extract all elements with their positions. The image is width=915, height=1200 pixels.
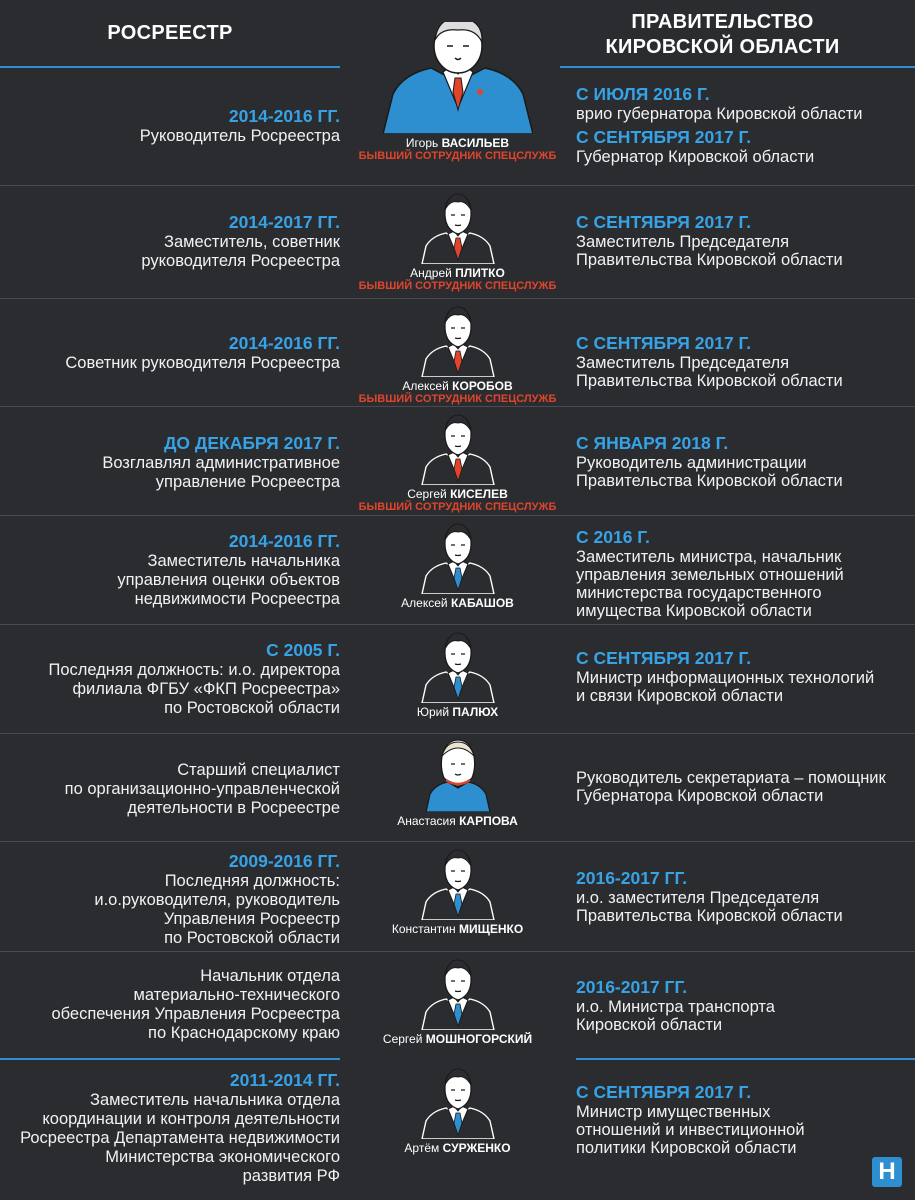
kirov-description: Руководитель секретариата – помощник	[576, 769, 886, 787]
kirov-government-position	[576, 977, 911, 1034]
kirov-description: Заместитель Председателя	[576, 233, 790, 251]
rosreestr-description: Заместитель начальника отдела	[90, 1091, 340, 1109]
right-title-line1: ПРАВИТЕЛЬСТВО	[631, 11, 814, 33]
kirov-date: С СЕНТЯБРЯ 2017 Г.	[576, 1082, 752, 1102]
kirov-date: С ИЮЛЯ 2016 Г.	[576, 84, 710, 104]
kirov-description: и.о. Министра транспорта	[576, 998, 775, 1016]
person-name	[350, 814, 565, 828]
person-last-name: МИЩЕНКО	[458, 922, 524, 936]
rosreestr-description: по организационно-управленческой	[64, 780, 340, 798]
portrait-icon	[418, 1065, 498, 1139]
rosreestr-position	[0, 967, 340, 1043]
table-row	[0, 841, 915, 951]
person-last-name: СУРЖЕНКО	[442, 1141, 511, 1155]
person-card	[350, 846, 565, 936]
rosreestr-position	[0, 640, 340, 718]
person-last-name: ПАЛЮХ	[452, 705, 499, 719]
kirov-description: Заместитель министра, начальник	[576, 548, 842, 566]
person-name	[350, 379, 565, 393]
rosreestr-date: 2014-2017 ГГ.	[228, 212, 340, 232]
kirov-description: управления земельных отношений	[576, 566, 844, 584]
rosreestr-position	[0, 531, 340, 609]
kirov-description: Правительства Кировской области	[576, 251, 843, 269]
kirov-government-position	[576, 84, 911, 166]
portrait-icon	[418, 411, 498, 485]
person-first-name: Сергей	[382, 1032, 423, 1046]
person-first-name: Константин	[391, 922, 456, 936]
person-card	[350, 22, 565, 162]
person-first-name: Юрий	[416, 705, 450, 719]
person-card	[350, 956, 565, 1046]
rosreestr-date: 2014-2016 ГГ.	[228, 106, 340, 126]
rosreestr-description: Министерства экономического	[105, 1148, 340, 1166]
rosreestr-description: Управления Росреестр	[163, 910, 340, 928]
rosreestr-description: материально-технического	[133, 986, 340, 1004]
kirov-description: и.о. заместителя Председателя	[576, 889, 820, 907]
rosreestr-position	[0, 333, 340, 373]
kirov-description: политики Кировской области	[576, 1139, 797, 1157]
kirov-date: С СЕНТЯБРЯ 2017 Г.	[576, 127, 752, 147]
kirov-date: 2016-2017 ГГ.	[576, 868, 688, 888]
rosreestr-description: Последняя должность:	[164, 872, 340, 890]
rosreestr-description: обеспечения Управления Росреестра	[51, 1005, 340, 1023]
person-name	[350, 705, 565, 719]
publisher-logo	[872, 1157, 902, 1187]
kirov-date: С СЕНТЯБРЯ 2017 Г.	[576, 212, 752, 232]
rosreestr-position	[0, 106, 340, 146]
kirov-government-position	[576, 868, 911, 925]
rosreestr-description: по Ростовской области	[164, 929, 340, 947]
kirov-date: 2016-2017 ГГ.	[576, 977, 688, 997]
portrait-icon	[418, 956, 498, 1030]
person-first-name: Сергей	[407, 487, 447, 501]
rosreestr-description: Росреестра Департамента недвижимости	[20, 1129, 340, 1147]
kirov-description: Руководитель администрации	[576, 454, 807, 472]
rosreestr-description: по Краснодарскому краю	[148, 1024, 340, 1042]
kirov-description: Кировской области	[576, 1016, 723, 1034]
rosreestr-description: Советник руководителя Росреестра	[65, 354, 340, 372]
rosreestr-description: управление Росреестра	[155, 473, 340, 491]
kirov-description: имущества Кировской области	[576, 602, 812, 620]
rosreestr-description: Заместитель начальника	[147, 552, 340, 570]
portrait-icon	[418, 520, 498, 594]
person-card	[350, 411, 565, 513]
left-header-underline	[0, 66, 340, 68]
rosreestr-description: Последняя должность: и.о. директора	[48, 661, 340, 679]
rosreestr-description: деятельности в Росреестре	[127, 799, 340, 817]
person-last-name: ПЛИТКО	[455, 266, 505, 280]
person-card	[350, 303, 565, 405]
table-row	[0, 406, 915, 515]
kirov-description: Правительства Кировской области	[576, 372, 843, 390]
person-card	[350, 629, 565, 719]
person-card	[350, 1065, 565, 1155]
table-row	[0, 185, 915, 298]
person-name	[350, 1141, 565, 1155]
person-last-name: ВАСИЛЬЕВ	[441, 136, 510, 150]
portrait-icon	[418, 190, 498, 264]
rosreestr-description: филиала ФГБУ «ФКП Росреестра»	[72, 680, 340, 698]
person-first-name: Андрей	[410, 266, 452, 280]
kirov-description: Заместитель Председателя	[576, 354, 790, 372]
person-first-name: Игорь	[405, 136, 439, 150]
kirov-government-position	[576, 333, 911, 390]
person-last-name: КОРОБОВ	[452, 379, 513, 393]
left-column-title: РОСРЕЕСТР	[107, 22, 233, 44]
person-first-name: Алексей	[401, 596, 448, 610]
rosreestr-date: ДО ДЕКАБРЯ 2017 Г.	[163, 433, 340, 453]
kirov-date: С СЕНТЯБРЯ 2017 Г.	[576, 333, 752, 353]
kirov-description: Губернатор Кировской области	[576, 148, 815, 166]
table-row	[0, 515, 915, 624]
kirov-description: Министр имущественных	[576, 1103, 771, 1121]
kirov-description: Губернатора Кировской области	[576, 787, 824, 805]
security-service-note: БЫВШИЙ СОТРУДНИК СПЕЦСЛУЖБ	[358, 150, 557, 162]
table-row	[0, 1060, 915, 1200]
table-row	[0, 951, 915, 1060]
rosreestr-description: управления оценки объектов	[117, 571, 340, 589]
portrait-icon	[383, 22, 533, 134]
person-last-name: КАРПОВА	[459, 814, 518, 828]
kirov-description: врио губернатора Кировской области	[576, 105, 863, 123]
table-row	[0, 70, 915, 185]
rosreestr-description: Старший специалист	[177, 761, 340, 779]
kirov-date: С ЯНВАРЯ 2018 Г.	[576, 433, 729, 453]
rosreestr-date: 2009-2016 ГГ.	[228, 851, 340, 871]
kirov-description: отношений и инвестиционной	[576, 1121, 805, 1139]
rosreestr-description: Возглавлял административное	[102, 454, 340, 472]
person-first-name: Анастасия	[397, 814, 456, 828]
rosreestr-description: Заместитель, советник	[163, 233, 340, 251]
person-name	[350, 266, 565, 280]
person-first-name: Алексей	[402, 379, 449, 393]
kirov-date: С СЕНТЯБРЯ 2017 Г.	[576, 648, 752, 668]
person-card	[350, 738, 565, 828]
person-name	[350, 136, 565, 150]
right-column-title	[560, 10, 885, 60]
kirov-government-position	[576, 1082, 911, 1157]
right-title-line2: КИРОВСКОЙ ОБЛАСТИ	[605, 36, 840, 58]
rosreestr-description: координации и контроля деятельности	[42, 1110, 340, 1128]
kirov-date: С 2016 Г.	[576, 527, 650, 547]
security-service-note: БЫВШИЙ СОТРУДНИК СПЕЦСЛУЖБ	[358, 501, 557, 513]
rosreestr-description: руководителя Росреестра	[141, 252, 340, 270]
kirov-government-position	[576, 212, 911, 269]
portrait-icon	[418, 629, 498, 703]
right-header-underline	[560, 66, 915, 68]
rosreestr-position	[0, 1070, 340, 1186]
kirov-description: и связи Кировской области	[576, 687, 784, 705]
rosreestr-date: 2011-2014 ГГ.	[229, 1070, 340, 1090]
person-name	[350, 596, 565, 610]
person-name	[350, 922, 565, 936]
person-name	[350, 487, 565, 501]
rosreestr-position	[0, 851, 340, 948]
rosreestr-date: 2014-2016 ГГ.	[228, 531, 340, 551]
rosreestr-description: Руководитель Росреестра	[139, 127, 340, 145]
rosreestr-date: С 2005 Г.	[266, 640, 340, 660]
kirov-description: министерства государственного	[576, 584, 822, 602]
kirov-description: Правительства Кировской области	[576, 472, 843, 490]
kirov-government-position	[576, 433, 911, 490]
table-row	[0, 733, 915, 841]
table-row	[0, 298, 915, 406]
kirov-government-position	[576, 527, 911, 620]
rosreestr-date: 2014-2016 ГГ.	[228, 333, 340, 353]
security-service-note: БЫВШИЙ СОТРУДНИК СПЕЦСЛУЖБ	[358, 280, 557, 292]
rosreestr-position	[0, 761, 340, 818]
kirov-description: Правительства Кировской области	[576, 907, 843, 925]
rosreestr-position	[0, 433, 340, 492]
person-name	[350, 1032, 565, 1046]
person-card	[350, 190, 565, 292]
rosreestr-description: недвижимости Росреестра	[134, 590, 340, 608]
person-last-name: КАБАШОВ	[450, 596, 514, 610]
person-card	[350, 520, 565, 610]
portrait-icon	[418, 303, 498, 377]
security-service-note: БЫВШИЙ СОТРУДНИК СПЕЦСЛУЖБ	[358, 393, 557, 405]
kirov-government-position	[576, 648, 911, 705]
portrait-icon	[418, 738, 498, 812]
person-last-name: МОШНОГОРСКИЙ	[425, 1032, 533, 1046]
kirov-government-position	[576, 769, 911, 805]
person-last-name: КИСЕЛЕВ	[450, 487, 508, 501]
rosreestr-description: по Ростовской области	[164, 699, 340, 717]
rosreestr-description: развития РФ	[242, 1167, 340, 1185]
kirov-description: Министр информационных технологий	[576, 669, 875, 687]
rosreestr-position	[0, 212, 340, 271]
person-first-name: Артём	[404, 1141, 440, 1155]
table-row	[0, 624, 915, 733]
portrait-icon	[418, 846, 498, 920]
logo-letter: Н	[878, 1158, 896, 1185]
rosreestr-description: Начальник отдела	[200, 967, 340, 985]
rosreestr-description: и.о.руководителя, руководитель	[94, 891, 340, 909]
